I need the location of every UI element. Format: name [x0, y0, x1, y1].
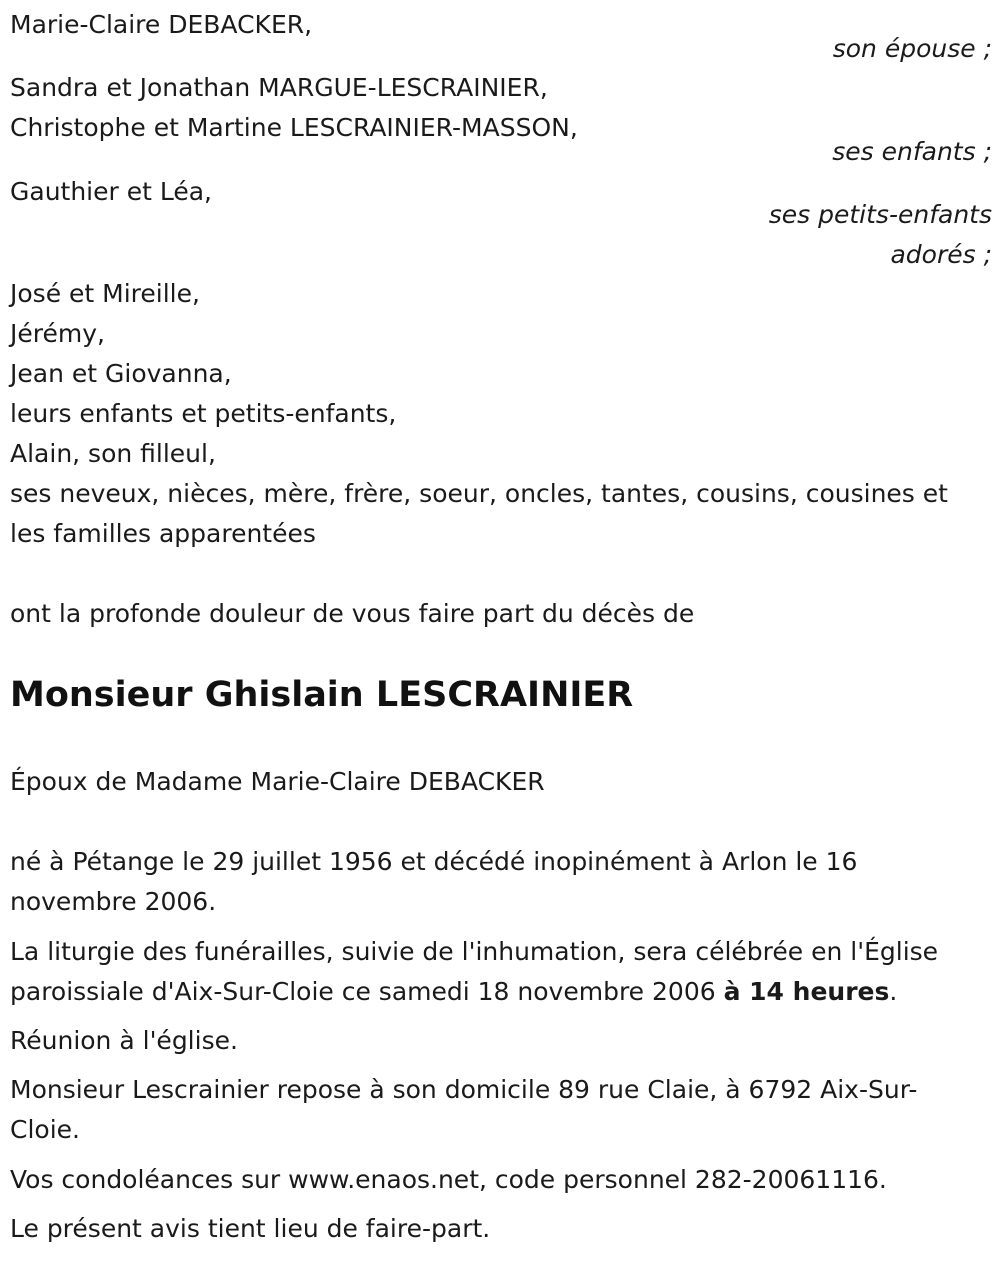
rest-text: Monsieur Lescrainier repose à son domicile 89 rue Claie, à 6792 Aix-Sur-Cloie. [10, 1075, 918, 1144]
relative-line-2: Jérémy, [10, 319, 105, 348]
grandchildren-role-2: adorés ; [890, 240, 992, 269]
spouse-name: Marie-Claire DEBACKER, [10, 10, 313, 39]
funeral-end: . [889, 977, 898, 1006]
spouse-role: son épouse ; [832, 34, 992, 63]
spouse-of-text: Époux de Madame Marie-Claire DEBACKER [10, 767, 545, 796]
child-line-1: Sandra et Jonathan MARGUE-LESCRAINIER, [10, 73, 548, 102]
deceased-name: Monsieur Ghislain LESCRAINIER [10, 675, 634, 715]
relative-line-7: les familles apparentées [10, 519, 316, 548]
child-line-2: Christophe et Martine LESCRAINIER-MASSON, [10, 113, 578, 142]
funeral-paragraph [10, 932, 992, 1012]
relative-line-5: Alain, son filleul, [10, 439, 216, 468]
relative-line-6: ses neveux, nièces, mère, frère, soeur, oncles, tantes, cousins, cousines et [10, 479, 948, 508]
meeting-text: Réunion à l'église. [10, 1026, 238, 1055]
children-role: ses enfants ; [832, 137, 992, 166]
relative-line-1: José et Mireille, [10, 279, 200, 308]
funeral-time: à 14 heures [723, 977, 890, 1006]
notice-text: Le présent avis tient lieu de faire-part. [10, 1214, 491, 1243]
grandchildren-names: Gauthier et Léa, [10, 177, 213, 206]
announcement-text: ont la profonde douleur de vous faire part du décès de [10, 599, 695, 628]
funeral-text: La liturgie des funérailles, suivie de l'inhumation, sera célébrée en l'Église paroissiale d'Aix-Sur-Cloie ce samedi 18 novembre 2006 [10, 937, 939, 1006]
birth-death-text: né à Pétange le 29 juillet 1956 et décédé inopinément à Arlon le 16 novembre 2006. [10, 847, 858, 916]
condolences-text: Vos condoléances sur www.enaos.net, code personnel 282-20061116. [10, 1165, 887, 1194]
relative-line-3: Jean et Giovanna, [10, 359, 232, 388]
grandchildren-role-1: ses petits-enfants [768, 200, 992, 229]
relative-line-4: leurs enfants et petits-enfants, [10, 399, 397, 428]
